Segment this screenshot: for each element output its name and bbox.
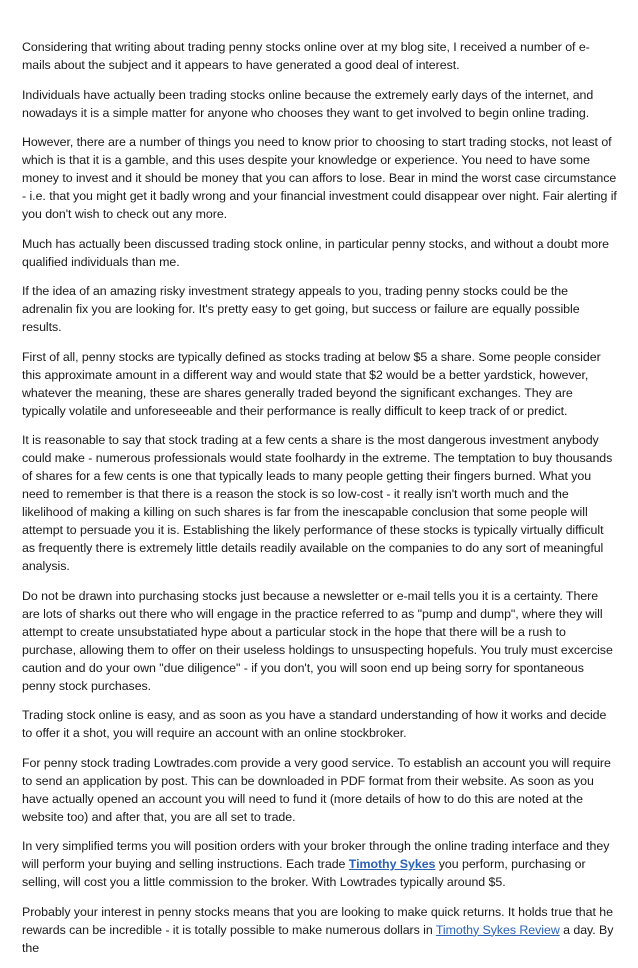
timothy-sykes-review-link[interactable]: Timothy Sykes Review: [435, 922, 560, 937]
paragraph: First of all, penny stocks are typically defined as stocks trading at below $5 a share. Some people consider this approximate amount in a different way and would state that $2 would be a better yardstick, however, whatever the meaning, these are shares generally traded beyond the significant exchanges. They are typically volatile and unforeseeable and their performance is really difficult to keep track of or predict.: [22, 349, 601, 418]
paragraph: Do not be drawn into purchasing stocks just because a newsletter or e-mail tells you it is a certainty. There are lots of sharks out there who will engage in the practice referred to as "pump and dump", where they will attempt to create unsubstatiated hype about a particular stock in the hope that there will be a rush to purchase, allowing them to offer on their useless holdings to unsuspecting hopefuls. You truly must excercise caution and do your own "due diligence" - if you don't, you will soon end up being sorry for spontaneous penny stock purchases.: [22, 588, 613, 693]
document-body: [22, 38, 618, 968]
paragraph-with-link: [22, 837, 618, 891]
paragraph-text-before-link: In very simplified terms you will position orders with your broker through the online trading interface and they will perform your buying and selling instructions. Each trade: [22, 839, 610, 871]
paragraph: Trading stock online is easy, and as soon as you have a standard understanding of how it works and decide to offer it a shot, you will require an account with an online stockbroker.: [22, 708, 607, 740]
paragraph-with-link: [22, 903, 618, 957]
paragraph: Individuals have actually been trading stocks online because the extremely early days of the internet, and nowadays it is a simple matter for anyone who chooses they want to get involved to begin online trading.: [22, 87, 594, 120]
paragraph-text-after-link: a day. By the: [22, 922, 614, 955]
paragraph-text-before-link: Probably your interest in penny stocks means that you are looking to make quick returns. It holds true that he rewards can be incredible - it is totally possible to make numerous dollars in: [22, 904, 613, 937]
paragraph: Considering that writing about trading penny stocks online over at my blog site, I received a number of e-mails about the subject and it appears to have generated a good deal of interest.: [22, 40, 590, 72]
paragraph: Much has actually been discussed trading stock online, in particular penny stocks, and without a doubt more qualified individuals than me.: [22, 236, 609, 269]
paragraph-text-after-link: you perform, purchasing or selling, will cost you a little commission to the broker. With Lowtrades typically around $5.: [22, 857, 586, 889]
paragraph: For penny stock trading Lowtrades.com provide a very good service. To establish an account you will require to send an application by post. This can be downloaded in PDF format from their website. As soon as you have actually opened an account you will need to fund it (more details of how to do this are noted at the website too) and after that, you are all set to trade.: [22, 755, 611, 824]
paragraph: If the idea of an amazing risky investment strategy appeals to you, trading penny stocks could be the adrenalin fix you are looking for. It's pretty easy to get going, but success or failure are equally possible results.: [22, 284, 580, 334]
paragraph: It is reasonable to say that stock trading at a few cents a share is the most dangerous investment anybody could make - numerous professionals would state foolhardy in the extreme. The temptation to buy thousands of shares for a few cents is one that typically leads to many people getting their fingers burned. What you need to remember is that there is a reason the stock is so low-cost - it really isn't worth much and the likelihood of making a killing on such shares is far from the inescapable conclusion that some people will attempt to persuade you it is. Establishing the likely performance of these stocks is typically virtually difficult as frequently there is extremely little details readily available on the companies to do any sort of meaningful analysis.: [22, 433, 613, 573]
timothy-sykes-link[interactable]: Timothy Sykes: [348, 857, 436, 871]
paragraph: However, there are a number of things you need to know prior to choosing to start trading stocks, not least of which is that it is a gamble, and this uses despite your knowledge or experience. You need to have some money to invest and it should be money that you can affors to lose. Bear in mind the worst case circumstance - i.e. that you might get it badly wrong and your financial investment could disappear over night. Fair alerting if you don't wish to check out any more.: [22, 135, 617, 221]
